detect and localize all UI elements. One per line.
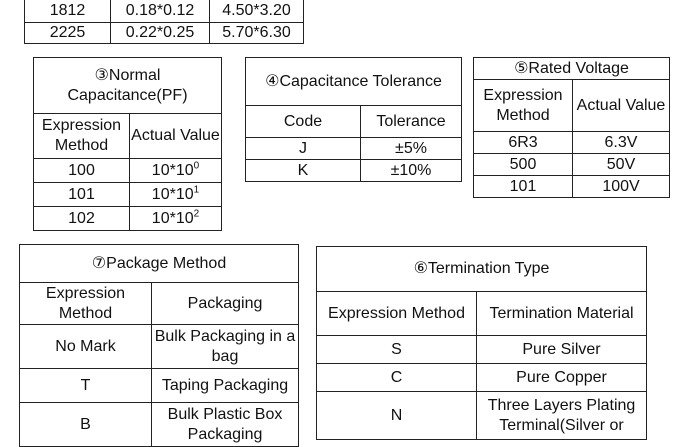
header-termination-material: Termination Material: [477, 292, 647, 336]
cap-code: 100: [34, 159, 130, 183]
termination-code: S: [317, 336, 477, 364]
termination-code: C: [317, 364, 477, 392]
cap-value-exponent: 2: [193, 208, 200, 220]
package-value: Bulk Packaging in a bag: [152, 325, 299, 369]
size-inch: 0.22*0.25: [111, 23, 210, 44]
table-row: [246, 160, 462, 182]
table-row: [25, 0, 304, 23]
size-code: 1812: [25, 0, 111, 23]
termination-type-table: [316, 246, 647, 440]
tolerance-value: ±5%: [361, 138, 462, 160]
rated-voltage-title: ⑤Rated Voltage: [474, 58, 670, 80]
table-row: [474, 176, 670, 198]
header-actual-value: Actual Value: [130, 114, 222, 159]
cap-value-exponent: 0: [193, 160, 200, 172]
table-row: [20, 325, 299, 369]
termination-value: Pure Silver: [477, 336, 647, 364]
table-row: [34, 159, 222, 183]
termination-value: Three Layers Plating Terminal(Silver or: [477, 392, 647, 440]
cap-value: [130, 207, 222, 231]
voltage-value: 50V: [573, 154, 670, 176]
termination-value: Pure Copper: [477, 364, 647, 392]
table-row: [34, 183, 222, 207]
table-row: [34, 207, 222, 231]
capacitance-tolerance-title: ④Capacitance Tolerance: [246, 58, 462, 106]
size-mm: 4.50*3.20: [210, 0, 304, 23]
size-mm: 5.70*6.30: [210, 23, 304, 44]
header-expression-method: Expression Method: [20, 283, 152, 325]
size-table: [24, 0, 304, 44]
cap-value-base: 10*10: [151, 185, 194, 203]
tolerance-code: J: [246, 138, 361, 160]
table-row: [317, 364, 647, 392]
voltage-value: 6.3V: [573, 132, 670, 154]
table-row: [317, 336, 647, 364]
voltage-code: 6R3: [474, 132, 573, 154]
tolerance-value: ±10%: [361, 160, 462, 182]
table-row: [25, 23, 304, 44]
cap-value-base: 10*10: [151, 161, 194, 179]
table-row: [20, 403, 299, 447]
termination-type-title: ⑥Termination Type: [317, 247, 647, 292]
header-code: Code: [246, 106, 361, 138]
cap-code: 101: [34, 183, 130, 207]
voltage-code: 101: [474, 176, 573, 198]
cap-value: [130, 183, 222, 207]
termination-code: N: [317, 392, 477, 440]
package-value: Taping Packaging: [152, 369, 299, 403]
header-actual-value: Actual Value: [573, 80, 670, 132]
cap-code: 102: [34, 207, 130, 231]
voltage-code: 500: [474, 154, 573, 176]
table-row: [317, 392, 647, 440]
size-code: 2225: [25, 23, 111, 44]
header-expression-method: Expression Method: [317, 292, 477, 336]
rated-voltage-table: [473, 57, 670, 198]
header-tolerance: Tolerance: [361, 106, 462, 138]
capacitance-tolerance-table: [245, 57, 462, 182]
package-method-title: ⑦Package Method: [20, 245, 299, 283]
voltage-value: 100V: [573, 176, 670, 198]
package-code: T: [20, 369, 152, 403]
table-row: [246, 138, 462, 160]
header-expression-method: Expression Method: [474, 80, 573, 132]
size-inch: 0.18*0.12: [111, 0, 210, 23]
cap-value: [130, 159, 222, 183]
package-value: Bulk Plastic Box Packaging: [152, 403, 299, 447]
package-method-table: [19, 244, 299, 447]
header-expression-method: Expression Method: [34, 114, 130, 159]
cap-value-exponent: 1: [193, 184, 200, 196]
normal-capacitance-title: ③Normal Capacitance(PF): [34, 58, 222, 114]
header-packaging: Packaging: [152, 283, 299, 325]
table-row: [474, 154, 670, 176]
table-row: [20, 369, 299, 403]
cap-value-base: 10*10: [151, 209, 194, 227]
package-code: B: [20, 403, 152, 447]
normal-capacitance-table: [33, 57, 222, 231]
package-code: No Mark: [20, 325, 152, 369]
table-row: [474, 132, 670, 154]
tolerance-code: K: [246, 160, 361, 182]
